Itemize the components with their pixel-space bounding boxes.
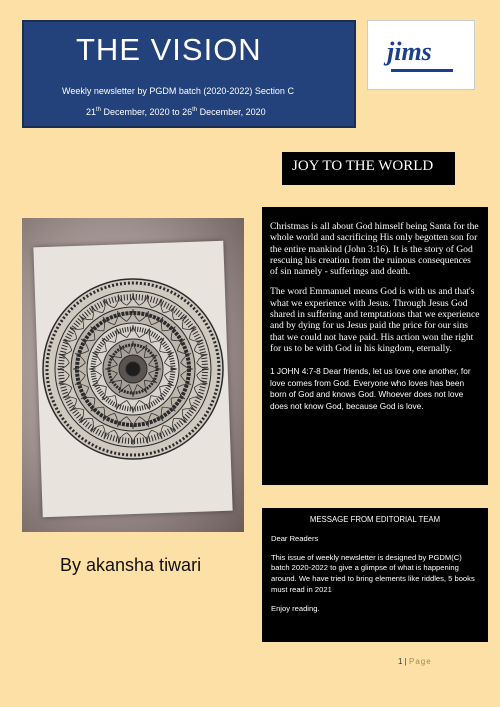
logo-text: jims xyxy=(387,37,432,66)
page-label: Page xyxy=(408,657,432,666)
editorial-heading: MESSAGE FROM EDITORIAL TEAM xyxy=(309,515,441,524)
editorial-message xyxy=(262,508,488,642)
feature-paragraph-2: The word Emmanuel means God is with us and that's what we experience with Jesus. Through Jesus God shared in suffering and temptations that we experience and by dying for us Jesus paid the price for our sins that we could not have paid. His action won the right for us to be with God in his kingdom, eternally. xyxy=(270,286,480,354)
page-number: 1 xyxy=(398,657,403,666)
artwork-caption: By akansha tiwari xyxy=(60,555,202,575)
mandala-artwork-icon xyxy=(38,274,228,464)
logo-underline xyxy=(391,69,453,72)
feature-headline-box xyxy=(282,152,455,185)
editorial-greeting: Dear Readers xyxy=(271,533,319,543)
scripture-quote: 1 JOHN 4:7-8 Dear friends, let us love one another, for love comes from God. Everyone who loves has been born of God and knows God. Whoever does not love does not know God, because God is love. xyxy=(270,366,471,412)
masthead xyxy=(22,20,356,128)
page-footer: 1 | Page xyxy=(398,657,432,666)
feature-headline: JOY TO THE WORLD xyxy=(292,158,434,174)
newsletter-subtitle: Weekly newsletter by PGDM batch (2020-2022) Section C xyxy=(62,86,294,96)
jims-logo-icon xyxy=(367,20,475,90)
artwork-photo xyxy=(22,218,244,532)
editorial-body: This issue of weekly newsletter is designed by PGDM(C) batch 2020-2022 to give a glimpse of what is happening around. We have tried to bring elements like riddles, 5 books must read in 2021 xyxy=(271,552,475,594)
feature-article xyxy=(262,207,488,485)
editorial-closing: Enjoy reading. xyxy=(271,603,320,613)
newsletter-title: THE VISION xyxy=(76,32,262,67)
issue-dates: 21th December, 2020 to 26th December, 2020 xyxy=(86,107,266,117)
feature-paragraph-1: Christmas is all about God himself being Santa for the whole world and sacrificing His only begotten son for the entire mankind (John 3:16). It is the story of God rescuing his creation from the ruinous consequences of sin namely - sufferings and death. xyxy=(270,221,479,278)
